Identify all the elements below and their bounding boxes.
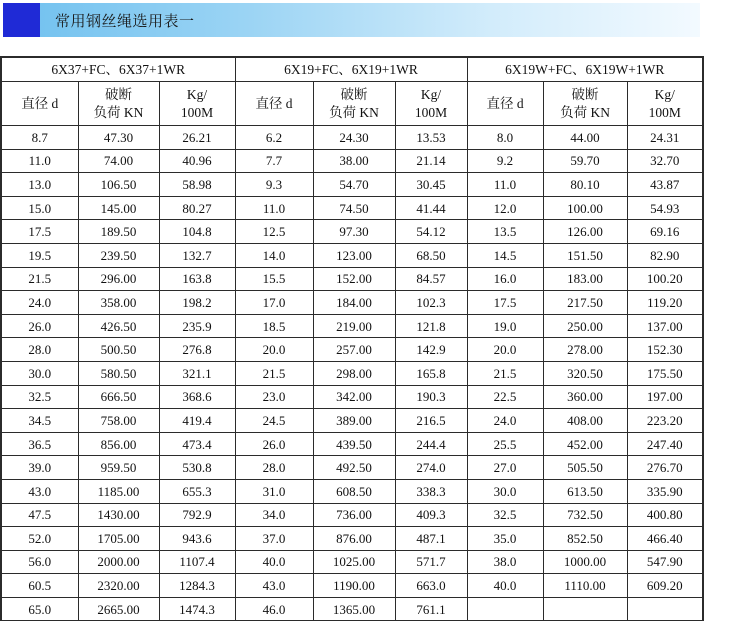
diameter-cell: 37.0 (235, 527, 313, 551)
diameter-cell: 28.0 (235, 456, 313, 480)
weight-cell: 247.40 (627, 432, 703, 456)
breaking-load-cell: 666.50 (78, 385, 159, 409)
diameter-cell: 47.5 (1, 503, 78, 527)
diameter-header: 直径 d (235, 82, 313, 126)
breaking-load-cell: 151.50 (543, 243, 627, 267)
weight-cell: 24.31 (627, 126, 703, 150)
breaking-load-cell: 1365.00 (313, 597, 395, 621)
weight-cell: 58.98 (159, 173, 235, 197)
table-row (1, 527, 703, 551)
diameter-cell: 26.0 (1, 314, 78, 338)
weight-cell: 41.44 (395, 196, 467, 220)
weight-header-line2: 100M (414, 104, 448, 120)
table-row (1, 597, 703, 621)
breaking-load-cell: 389.00 (313, 409, 395, 433)
breaking-load-cell: 189.50 (78, 220, 159, 244)
table-row (1, 456, 703, 480)
weight-cell: 216.5 (395, 409, 467, 433)
diameter-cell: 11.0 (1, 149, 78, 173)
diameter-cell: 35.0 (467, 527, 543, 551)
weight-cell: 82.90 (627, 243, 703, 267)
diameter-cell: 46.0 (235, 597, 313, 621)
breaking-load-cell: 257.00 (313, 338, 395, 362)
weight-cell: 338.3 (395, 479, 467, 503)
diameter-cell: 56.0 (1, 550, 78, 574)
breaking-load-cell: 856.00 (78, 432, 159, 456)
breaking-load-cell: 250.00 (543, 314, 627, 338)
diameter-cell: 14.0 (235, 243, 313, 267)
weight-cell: 761.1 (395, 597, 467, 621)
breaking-load-cell: 500.50 (78, 338, 159, 362)
breaking-load-cell: 47.30 (78, 126, 159, 150)
breaking-load-header-line1: 破断 (571, 86, 599, 102)
weight-cell: 276.8 (159, 338, 235, 362)
table-row (1, 338, 703, 362)
diameter-cell: 28.0 (1, 338, 78, 362)
breaking-load-cell: 320.50 (543, 361, 627, 385)
weight-cell: 609.20 (627, 574, 703, 598)
weight-cell: 69.16 (627, 220, 703, 244)
diameter-cell: 8.0 (467, 126, 543, 150)
breaking-load-cell: 2665.00 (78, 597, 159, 621)
weight-cell: 54.12 (395, 220, 467, 244)
diameter-cell: 21.5 (235, 361, 313, 385)
diameter-cell: 20.0 (467, 338, 543, 362)
diameter-cell: 30.0 (467, 479, 543, 503)
diameter-cell: 12.5 (235, 220, 313, 244)
breaking-load-cell: 358.00 (78, 291, 159, 315)
diameter-cell: 52.0 (1, 527, 78, 551)
table-row (1, 149, 703, 173)
weight-cell: 68.50 (395, 243, 467, 267)
breaking-load-cell: 74.50 (313, 196, 395, 220)
breaking-load-cell: 1185.00 (78, 479, 159, 503)
weight-cell: 102.3 (395, 291, 467, 315)
weight-cell: 43.87 (627, 173, 703, 197)
breaking-load-cell: 732.50 (543, 503, 627, 527)
diameter-cell: 14.5 (467, 243, 543, 267)
weight-cell: 13.53 (395, 126, 467, 150)
breaking-load-cell: 852.50 (543, 527, 627, 551)
diameter-cell: 11.0 (235, 196, 313, 220)
table-row (1, 574, 703, 598)
weight-cell: 321.1 (159, 361, 235, 385)
sub-header-row (1, 82, 703, 126)
weight-cell: 274.0 (395, 456, 467, 480)
breaking-load-cell: 97.30 (313, 220, 395, 244)
diameter-cell: 12.0 (467, 196, 543, 220)
diameter-cell: 19.5 (1, 243, 78, 267)
breaking-load-header (313, 82, 395, 126)
weight-header-line1: Kg/ (654, 86, 675, 102)
diameter-cell: 25.5 (467, 432, 543, 456)
table-row (1, 479, 703, 503)
diameter-cell: 30.0 (1, 361, 78, 385)
weight-cell: 943.6 (159, 527, 235, 551)
diameter-cell: 21.5 (1, 267, 78, 291)
breaking-load-cell: 959.50 (78, 456, 159, 480)
title-marker (3, 3, 40, 37)
group-header-6x37: 6X37+FC、6X37+1WR (1, 57, 235, 82)
diameter-cell: 36.5 (1, 432, 78, 456)
breaking-load-cell: 1110.00 (543, 574, 627, 598)
diameter-cell: 43.0 (1, 479, 78, 503)
breaking-load-cell: 1705.00 (78, 527, 159, 551)
breaking-load-cell: 505.50 (543, 456, 627, 480)
weight-cell: 547.90 (627, 550, 703, 574)
breaking-load-cell: 580.50 (78, 361, 159, 385)
weight-cell: 84.57 (395, 267, 467, 291)
weight-header-line1: Kg/ (186, 86, 208, 102)
diameter-cell: 21.5 (467, 361, 543, 385)
diameter-cell: 43.0 (235, 574, 313, 598)
breaking-load-cell: 758.00 (78, 409, 159, 433)
breaking-load-cell: 296.00 (78, 267, 159, 291)
table-row (1, 173, 703, 197)
diameter-header: 直径 d (1, 82, 78, 126)
breaking-load-cell: 736.00 (313, 503, 395, 527)
weight-cell: 104.8 (159, 220, 235, 244)
weight-cell: 100.20 (627, 267, 703, 291)
wire-rope-table-wrap (0, 56, 704, 621)
diameter-cell: 8.7 (1, 126, 78, 150)
weight-header (159, 82, 235, 126)
weight-cell: 792.9 (159, 503, 235, 527)
weight-header-line1: Kg/ (420, 86, 442, 102)
table-row (1, 409, 703, 433)
breaking-load-cell: 152.00 (313, 267, 395, 291)
title-bar (3, 3, 700, 37)
diameter-cell: 32.5 (1, 385, 78, 409)
breaking-load-cell: 613.50 (543, 479, 627, 503)
weight-cell: 54.93 (627, 196, 703, 220)
weight-cell: 197.00 (627, 385, 703, 409)
breaking-load-header-line2: 负荷 KN (560, 104, 610, 120)
diameter-cell: 13.5 (467, 220, 543, 244)
weight-cell: 132.7 (159, 243, 235, 267)
diameter-cell: 24.5 (235, 409, 313, 433)
weight-cell: 400.80 (627, 503, 703, 527)
breaking-load-header-line2: 负荷 KN (93, 104, 144, 120)
weight-cell: 32.70 (627, 149, 703, 173)
diameter-cell: 15.5 (235, 267, 313, 291)
breaking-load-cell: 80.10 (543, 173, 627, 197)
diameter-cell: 6.2 (235, 126, 313, 150)
breaking-load-header-line1: 破断 (105, 86, 132, 102)
breaking-load-cell: 608.50 (313, 479, 395, 503)
breaking-load-cell: 1190.00 (313, 574, 395, 598)
breaking-load-cell: 239.50 (78, 243, 159, 267)
weight-cell: 190.3 (395, 385, 467, 409)
weight-cell: 30.45 (395, 173, 467, 197)
diameter-cell: 19.0 (467, 314, 543, 338)
breaking-load-cell: 426.50 (78, 314, 159, 338)
weight-cell: 223.20 (627, 409, 703, 433)
diameter-cell: 15.0 (1, 196, 78, 220)
weight-cell: 409.3 (395, 503, 467, 527)
wire-rope-table (0, 56, 704, 621)
table-row (1, 550, 703, 574)
diameter-cell: 23.0 (235, 385, 313, 409)
diameter-cell: 24.0 (467, 409, 543, 433)
diameter-cell: 40.0 (235, 550, 313, 574)
breaking-load-cell: 1000.00 (543, 550, 627, 574)
weight-cell: 80.27 (159, 196, 235, 220)
breaking-load-cell: 217.50 (543, 291, 627, 315)
weight-cell: 244.4 (395, 432, 467, 456)
weight-cell: 235.9 (159, 314, 235, 338)
weight-cell: 119.20 (627, 291, 703, 315)
diameter-cell (467, 597, 543, 621)
breaking-load-cell: 492.50 (313, 456, 395, 480)
table-row (1, 126, 703, 150)
weight-cell: 1474.3 (159, 597, 235, 621)
breaking-load-cell: 876.00 (313, 527, 395, 551)
breaking-load-cell: 44.00 (543, 126, 627, 150)
weight-cell: 530.8 (159, 456, 235, 480)
diameter-cell: 11.0 (467, 173, 543, 197)
weight-cell: 137.00 (627, 314, 703, 338)
breaking-load-header (543, 82, 627, 126)
diameter-cell: 17.5 (467, 291, 543, 315)
page-title: 常用钢丝绳选用表一 (55, 11, 195, 30)
table-row (1, 503, 703, 527)
table-row (1, 361, 703, 385)
table-row (1, 267, 703, 291)
weight-cell: 152.30 (627, 338, 703, 362)
breaking-load-cell: 24.30 (313, 126, 395, 150)
diameter-cell: 13.0 (1, 173, 78, 197)
weight-cell: 40.96 (159, 149, 235, 173)
weight-header-line2: 100M (180, 104, 214, 120)
diameter-cell: 26.0 (235, 432, 313, 456)
weight-cell: 175.50 (627, 361, 703, 385)
diameter-header: 直径 d (467, 82, 543, 126)
diameter-cell: 34.0 (235, 503, 313, 527)
weight-cell: 121.8 (395, 314, 467, 338)
weight-cell (627, 597, 703, 621)
breaking-load-cell: 360.00 (543, 385, 627, 409)
breaking-load-cell: 278.00 (543, 338, 627, 362)
weight-cell: 26.21 (159, 126, 235, 150)
diameter-cell: 34.5 (1, 409, 78, 433)
table-row (1, 385, 703, 409)
weight-header (395, 82, 467, 126)
table-row (1, 314, 703, 338)
breaking-load-cell: 1025.00 (313, 550, 395, 574)
diameter-cell: 16.0 (467, 267, 543, 291)
weight-header (627, 82, 703, 126)
diameter-cell: 32.5 (467, 503, 543, 527)
breaking-load-cell (543, 597, 627, 621)
diameter-cell: 27.0 (467, 456, 543, 480)
weight-cell: 142.9 (395, 338, 467, 362)
diameter-cell: 18.5 (235, 314, 313, 338)
breaking-load-cell: 298.00 (313, 361, 395, 385)
breaking-load-cell: 183.00 (543, 267, 627, 291)
weight-cell: 163.8 (159, 267, 235, 291)
breaking-load-cell: 2320.00 (78, 574, 159, 598)
breaking-load-cell: 38.00 (313, 149, 395, 173)
breaking-load-cell: 452.00 (543, 432, 627, 456)
breaking-load-cell: 123.00 (313, 243, 395, 267)
breaking-load-cell: 145.00 (78, 196, 159, 220)
table-row (1, 291, 703, 315)
weight-cell: 21.14 (395, 149, 467, 173)
diameter-cell: 9.2 (467, 149, 543, 173)
breaking-load-cell: 439.50 (313, 432, 395, 456)
weight-header-line2: 100M (648, 104, 681, 120)
diameter-cell: 60.5 (1, 574, 78, 598)
breaking-load-cell: 2000.00 (78, 550, 159, 574)
weight-cell: 466.40 (627, 527, 703, 551)
breaking-load-cell: 1430.00 (78, 503, 159, 527)
diameter-cell: 65.0 (1, 597, 78, 621)
weight-cell: 198.2 (159, 291, 235, 315)
diameter-cell: 17.5 (1, 220, 78, 244)
weight-cell: 165.8 (395, 361, 467, 385)
table-row (1, 243, 703, 267)
weight-cell: 571.7 (395, 550, 467, 574)
weight-cell: 419.4 (159, 409, 235, 433)
diameter-cell: 20.0 (235, 338, 313, 362)
weight-cell: 1107.4 (159, 550, 235, 574)
diameter-cell: 7.7 (235, 149, 313, 173)
diameter-cell: 39.0 (1, 456, 78, 480)
diameter-cell: 9.3 (235, 173, 313, 197)
group-header-6x19: 6X19+FC、6X19+1WR (235, 57, 467, 82)
breaking-load-cell: 342.00 (313, 385, 395, 409)
breaking-load-cell: 74.00 (78, 149, 159, 173)
breaking-load-cell: 408.00 (543, 409, 627, 433)
breaking-load-cell: 184.00 (313, 291, 395, 315)
weight-cell: 335.90 (627, 479, 703, 503)
breaking-load-cell: 59.70 (543, 149, 627, 173)
breaking-load-cell: 100.00 (543, 196, 627, 220)
weight-cell: 663.0 (395, 574, 467, 598)
breaking-load-cell: 54.70 (313, 173, 395, 197)
breaking-load-header (78, 82, 159, 126)
group-header-row (1, 57, 703, 82)
breaking-load-cell: 106.50 (78, 173, 159, 197)
diameter-cell: 40.0 (467, 574, 543, 598)
diameter-cell: 17.0 (235, 291, 313, 315)
group-header-6x19w: 6X19W+FC、6X19W+1WR (467, 57, 703, 82)
table-body (1, 126, 703, 621)
weight-cell: 655.3 (159, 479, 235, 503)
weight-cell: 368.6 (159, 385, 235, 409)
weight-cell: 473.4 (159, 432, 235, 456)
weight-cell: 276.70 (627, 456, 703, 480)
weight-cell: 487.1 (395, 527, 467, 551)
breaking-load-cell: 219.00 (313, 314, 395, 338)
diameter-cell: 31.0 (235, 479, 313, 503)
table-row (1, 220, 703, 244)
breaking-load-header-line1: 破断 (340, 86, 368, 102)
breaking-load-header-line2: 负荷 KN (329, 104, 379, 120)
diameter-cell: 22.5 (467, 385, 543, 409)
diameter-cell: 24.0 (1, 291, 78, 315)
breaking-load-cell: 126.00 (543, 220, 627, 244)
table-row (1, 196, 703, 220)
weight-cell: 1284.3 (159, 574, 235, 598)
table-row (1, 432, 703, 456)
diameter-cell: 38.0 (467, 550, 543, 574)
